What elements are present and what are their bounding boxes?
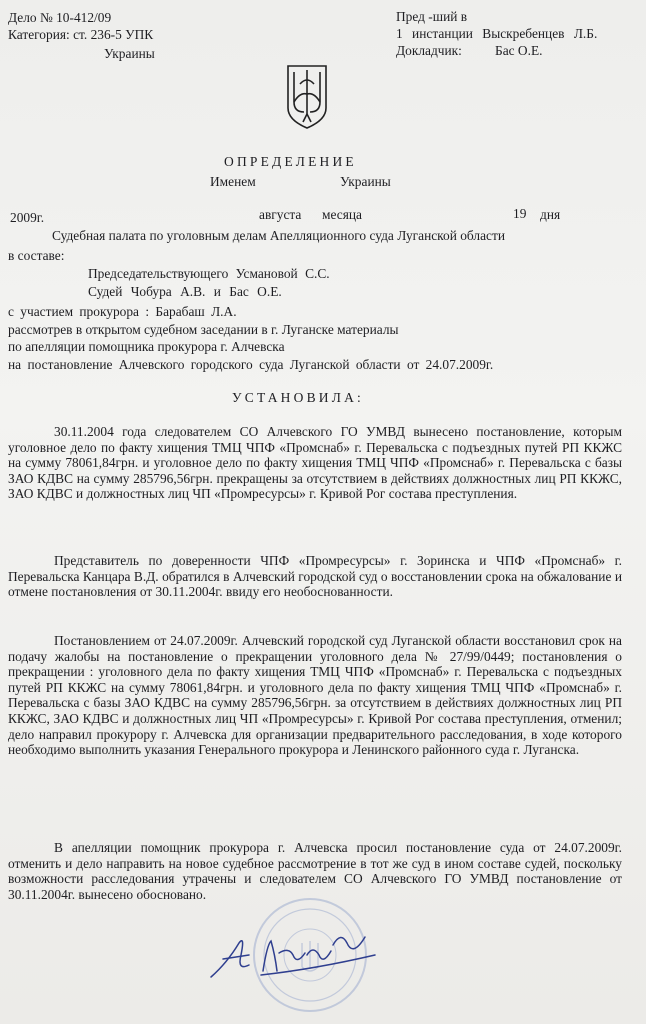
date-month: августа	[259, 207, 302, 222]
paragraph-1: 30.11.2004 года следователем СО Алчевского ГО УМВД вынесено постановление, которым уголовное дело по факту хищения ТМЦ ЧПФ «Промснаб» г. Перевальска с подъездных путей РП ККЖС на сумму 78061,84грн. и уголовное дело по факту хищения ТМЦ ЧПФ «Промснаб» г. Перевальска с базы ЗАО КДВС на сумму 285796,56грн. прекращены за отсутствием в действиях должностных лиц РП ККЖС, ЗАО КДВС и должностных лиц ЧП «Промресурсы» г. Кривой Рог состава преступления.	[8, 424, 622, 502]
coat-of-arms-icon	[282, 62, 332, 132]
date-year: 2009г.	[10, 210, 45, 225]
prosecutor-participation: с участием прокурора : Барабаш Л.А.	[8, 304, 237, 319]
appeal-by: по апелляции помощника прокурора г. Алчевска	[8, 339, 285, 354]
considered-materials: рассмотрев в открытом судебном заседании в г. Луганске материалы	[8, 322, 399, 337]
title-of-ukraine: Украины	[340, 174, 391, 189]
panel-judges: Судей Чобура А.В. и Бас О.Е.	[88, 284, 282, 299]
in-composition-label: в составе:	[8, 248, 65, 263]
date-month-word: месяца	[322, 207, 362, 222]
document-title: ОПРЕДЕЛЕНИЕ	[224, 154, 357, 169]
reporter-name: Бас О.Е.	[495, 43, 543, 58]
presiding-judge: Председательствующего Усмановой С.С.	[88, 266, 330, 281]
date-day-word: дня	[540, 207, 561, 222]
appealed-ruling: на постановление Алчевского городского суда Луганской области от 24.07.2009г.	[8, 357, 494, 372]
case-category: Категория: ст. 236-5 УПК	[8, 27, 154, 42]
date-day: 19	[513, 206, 527, 221]
signature-icon	[205, 925, 385, 985]
title-in-the-name: Именем	[210, 174, 256, 189]
paragraph-2: Представитель по доверенности ЧПФ «Промресурсы» г. Зоринска и ЧПФ «Промснаб» г. Перевальска Канцара В.Д. обратился в Алчевский городской суд о восстановлении срока на обжалование и отмене постановления от 30.11.2004г. ввиду его необоснованности.	[8, 553, 622, 600]
section-established: УСТАНОВИЛА:	[232, 390, 364, 405]
case-number: Дело № 10-412/09	[8, 10, 112, 25]
reporter-label: Докладчик:	[396, 43, 462, 58]
court-chamber: Судебная палата по уголовным делам Апелляционного суда Луганской области	[52, 228, 505, 243]
presiding-first-instance-label: Пред -ший в	[396, 9, 468, 24]
case-category-cont: Украины	[104, 46, 155, 61]
paragraph-4: В апелляции помощник прокурора г. Алчевска просил постановление суда от 24.07.2009г. отменить и дело направить на новое судебное рассмотрение в тот же суд в ином составе судей, поскольку возможности расследования утрачены и следователем СО Алчевского ГО УМВД постановление от 30.11.2004г. вынесено обосновано.	[8, 840, 622, 902]
paragraph-3: Постановлением от 24.07.2009г. Алчевский городской суд Луганской области восстановил срок на подачу жалобы на постановление о прекращении уголовного дела № 27/99/0449; постановления о прекращении : уголовного дела по факту хищения ТМЦ ЧПФ «Промснаб» г. Перевальска с подъездных путей РП ККЖС на сумму 78061,84грн. и уголовного дела по факту хищения ТМЦ ЧПФ «Промснаб» г. Перевальска с базы ЗАО КДВС на сумму 285796,56грн. за отсутствием в действиях должностных лиц РП ККЖС, ЗАО КДВС и должностных лиц ЧП «Промресурсы» г. Кривой Рог состава преступления, отменил; дело направил прокурору г. Алчевска для организации предварительного расследования, в ходе которого необходимо выполнить указания Генерального прокурора и Ленинского районного суда г. Луганска.	[8, 633, 622, 758]
first-instance-judge: 1 инстанции Выскребенцев Л.Б.	[396, 26, 598, 41]
